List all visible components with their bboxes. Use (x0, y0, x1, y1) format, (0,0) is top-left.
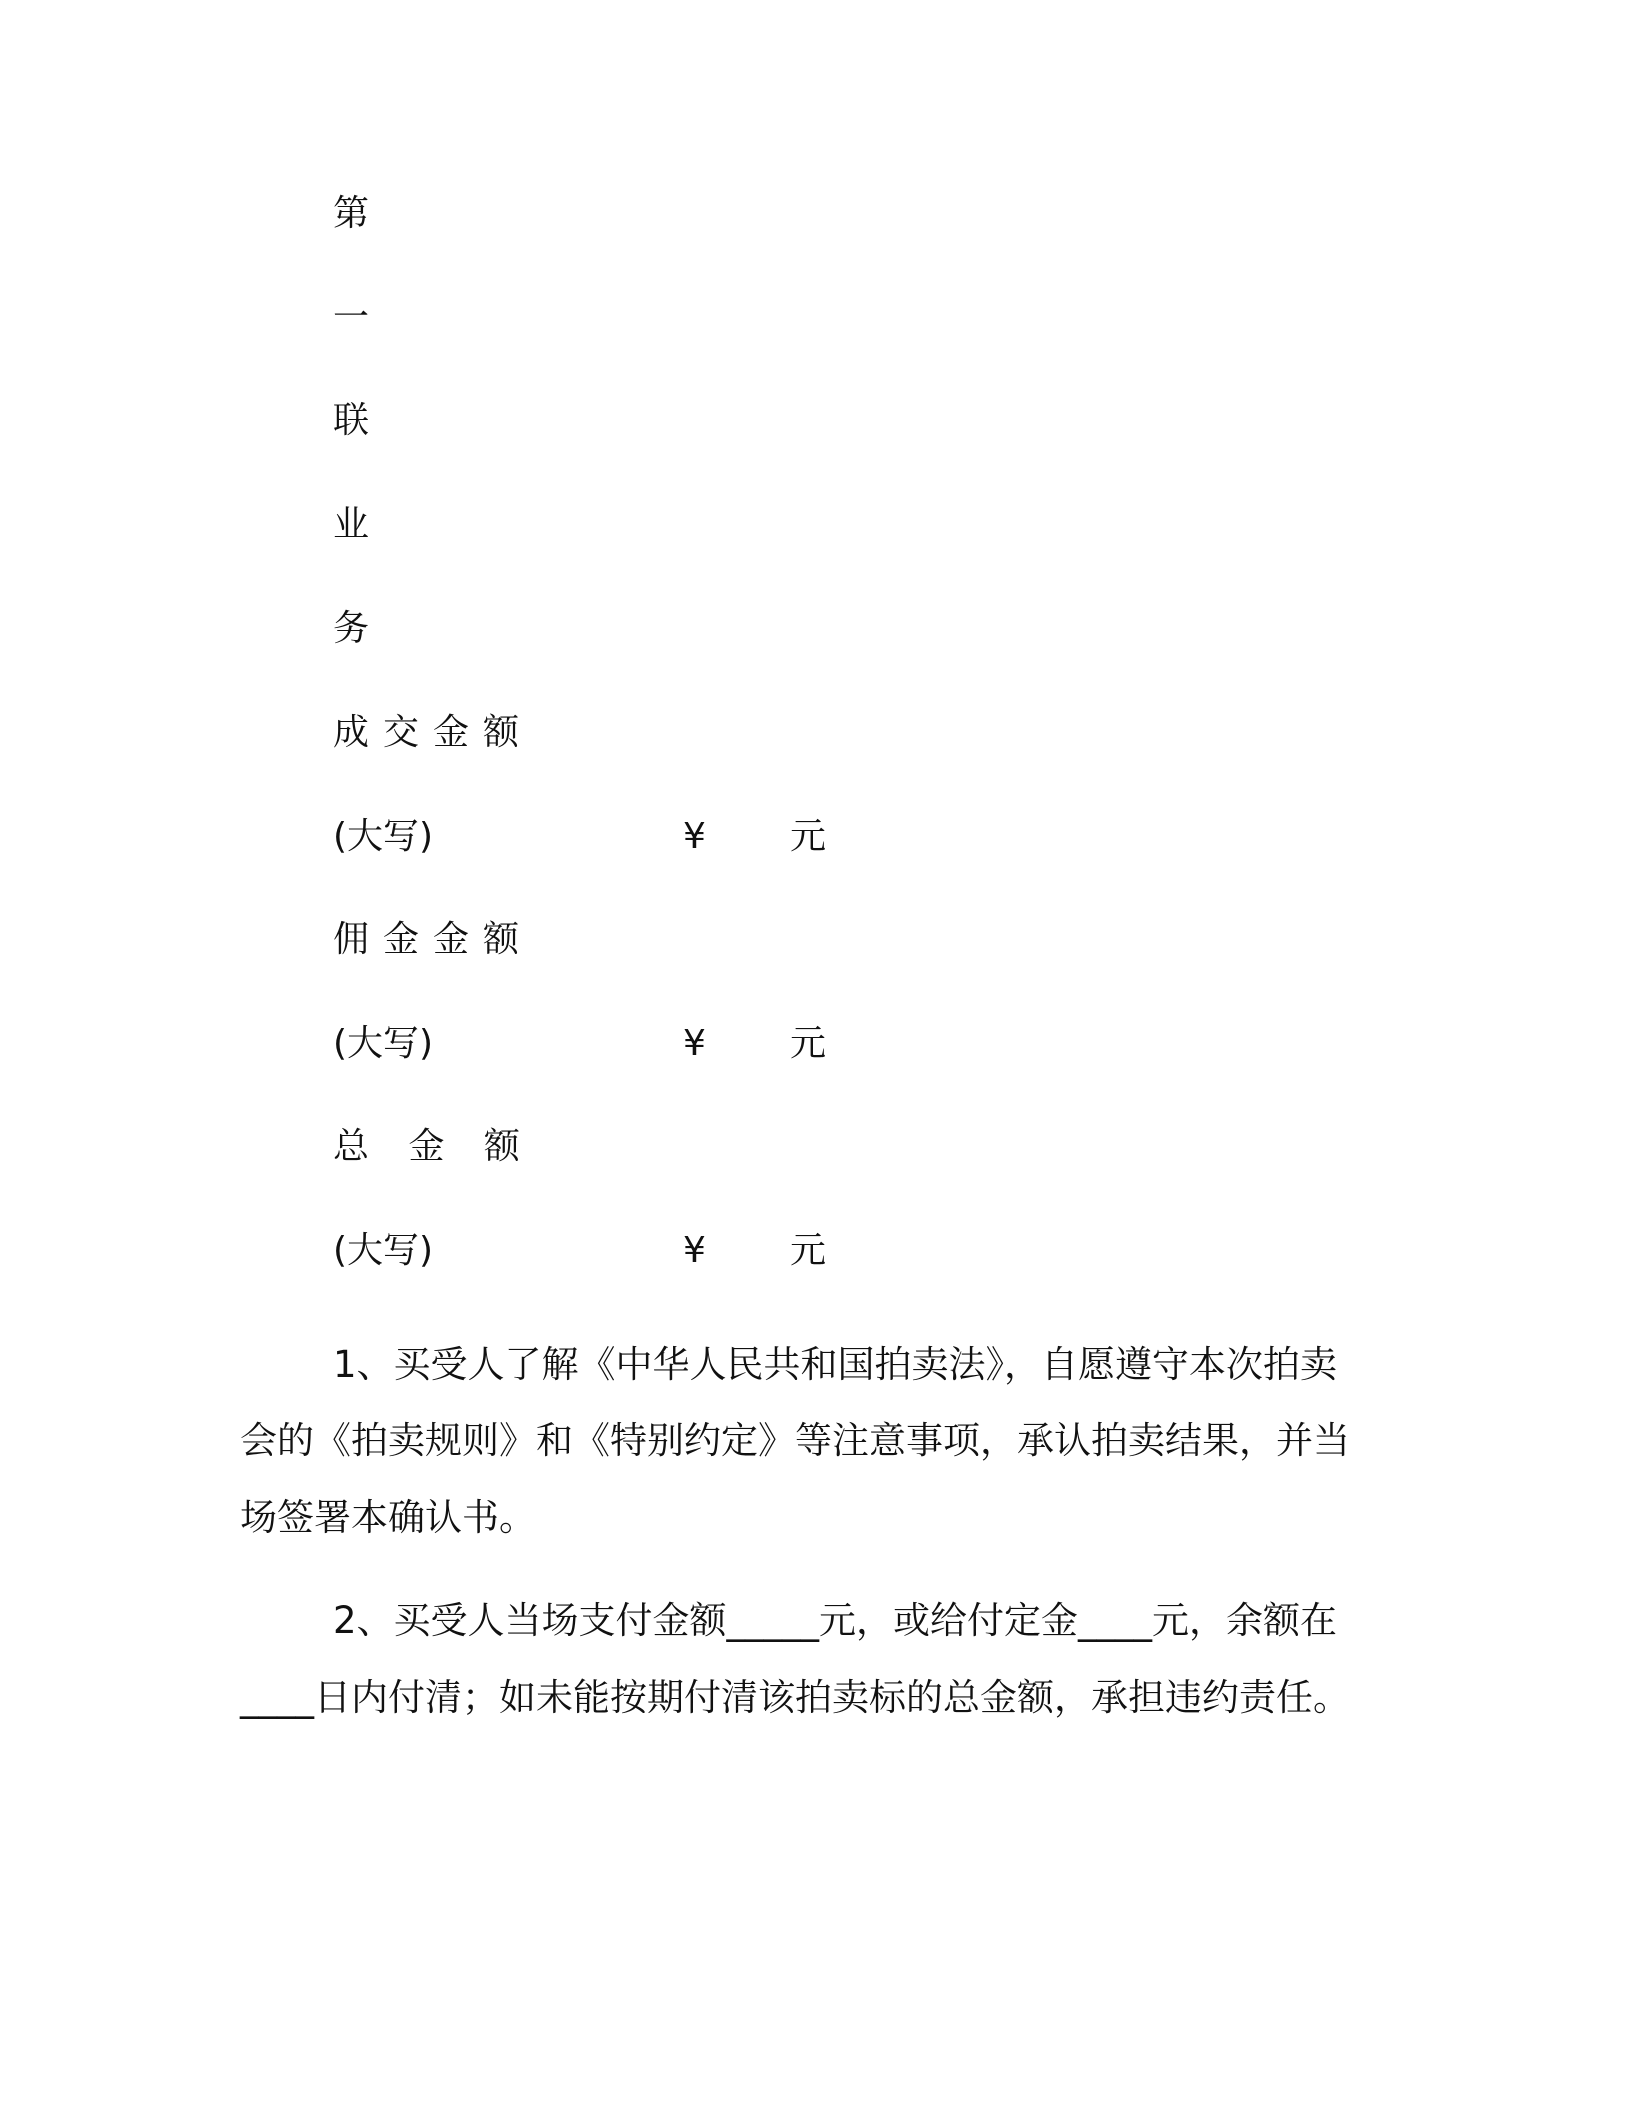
clause-1-line-1: 1、买受人了解《中华人民共和国拍卖法》，自愿遵守本次拍卖 (333, 1343, 1338, 1386)
unit-total: 元 (790, 1230, 827, 1271)
clause-2-line-2: ____日内付清；如未能按期付清该拍卖标的总金额，承担违约责任。 (240, 1676, 1350, 1719)
copy-heading-char-2: 一 (333, 297, 370, 338)
amount-title-total: 总 金 额 (333, 1126, 534, 1167)
amount-title-commission: 佣金金额 (333, 919, 534, 960)
copy-heading-char-3: 联 (333, 400, 370, 441)
copy-heading-char-5: 务 (333, 608, 370, 649)
amount-daxie-total: (大写) (333, 1230, 434, 1271)
copy-heading-char-4: 业 (333, 504, 370, 545)
currency-symbol-deal: ¥ (683, 816, 706, 857)
unit-commission: 元 (790, 1023, 827, 1064)
unit-deal: 元 (790, 816, 827, 857)
amount-daxie-commission: (大写) (333, 1023, 434, 1064)
clause-2-line-1: 2、买受人当场支付金额_____元，或给付定金____元，余额在 (333, 1599, 1338, 1642)
amount-title-deal: 成交金额 (333, 712, 534, 753)
currency-symbol-total: ¥ (683, 1230, 706, 1271)
currency-symbol-commission: ¥ (683, 1023, 706, 1064)
clause-1-line-3: 场签署本确认书。 (240, 1496, 536, 1539)
clause-1-line-2: 会的《拍卖规则》和《特别约定》等注意事项，承认拍卖结果，并当 (240, 1419, 1350, 1462)
copy-heading-char-1: 第 (333, 193, 370, 234)
amount-daxie-deal: (大写) (333, 816, 434, 857)
